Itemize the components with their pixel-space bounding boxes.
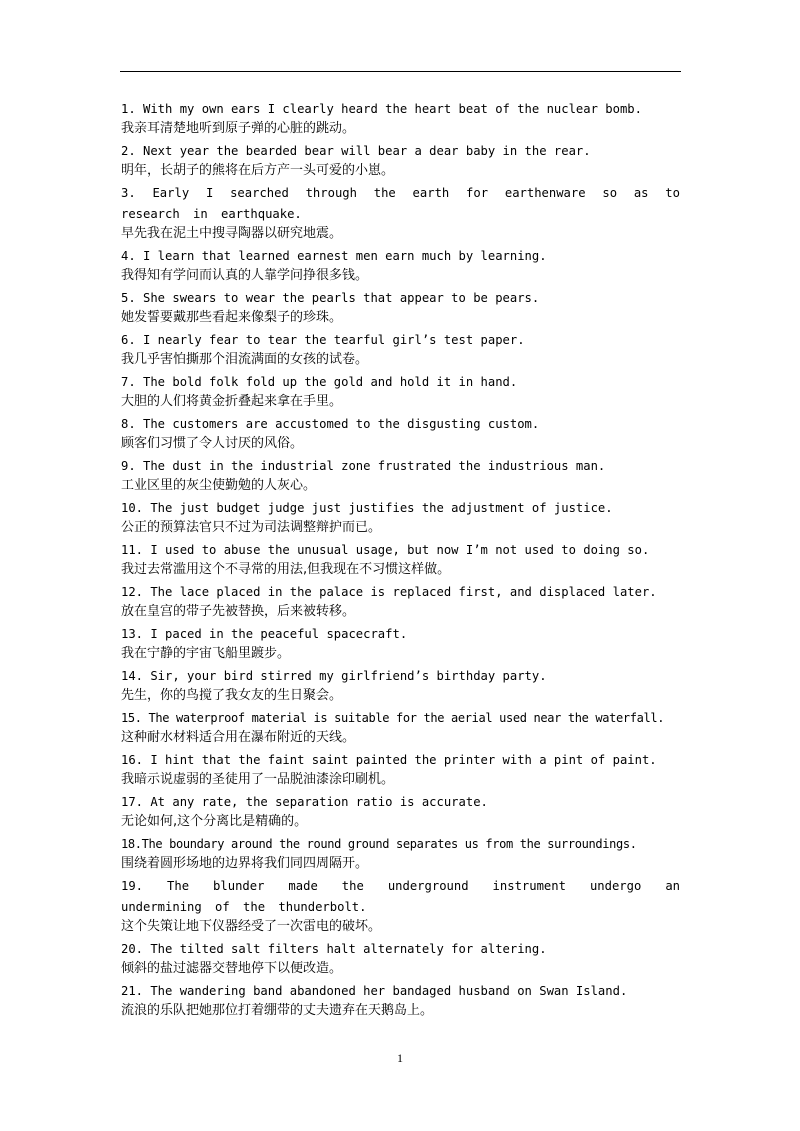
english-sentence: 16. I hint that the faint saint painted the printer with a pint of paint.	[121, 753, 657, 767]
list-item	[121, 141, 680, 180]
english-sentence: 1. With my own ears I clearly heard the heart beat of the nuclear bomb.	[121, 102, 642, 116]
chinese-translation: 放在皇宫的带子先被替换，后来被转移。	[121, 604, 356, 619]
chinese-translation: 工业区里的灰尘使勤勉的人灰心。	[121, 478, 317, 493]
chinese-translation: 围绕着圆形场地的边界将我们同四周隔开。	[121, 856, 369, 871]
english-sentence: 9. The dust in the industrial zone frustrated the industrious man.	[121, 459, 606, 473]
list-item	[121, 981, 680, 1020]
chinese-translation: 我亲耳清楚地听到原子弹的心脏的跳动。	[121, 121, 356, 136]
english-sentence: 14. Sir, your bird stirred my girlfriend’s birthday party.	[121, 669, 547, 683]
list-item	[121, 372, 680, 411]
chinese-translation: 这个失策让地下仪器经受了一次雷电的破坏。	[121, 919, 382, 934]
english-sentence: 4. I learn that learned earnest men earn much by learning.	[121, 249, 547, 263]
english-sentence: 12. The lace placed in the palace is replaced first, and displaced later.	[121, 585, 657, 599]
english-sentence: 5. She swears to wear the pearls that appear to be pears.	[121, 291, 540, 305]
list-item	[121, 99, 680, 138]
list-item	[121, 876, 680, 936]
list-item	[121, 456, 680, 495]
chinese-translation: 她发誓要戴那些看起来像梨子的珍珠。	[121, 310, 343, 325]
list-item	[121, 246, 680, 285]
list-item	[121, 498, 680, 537]
chinese-translation: 我在宁静的宇宙飞船里踱步。	[121, 646, 291, 661]
list-item	[121, 582, 680, 621]
list-item	[121, 624, 680, 663]
chinese-translation: 无论如何,这个分离比是精确的。	[121, 814, 308, 829]
chinese-translation: 早先我在泥土中搜寻陶器以研究地震。	[121, 226, 343, 241]
english-sentence: 15. The waterproof material is suitable for the aerial used near the waterfall.	[121, 711, 665, 725]
chinese-translation: 我过去常滥用这个不寻常的用法,但我现在不习惯这样做。	[121, 562, 451, 577]
chinese-translation: 顾客们习惯了令人讨厌的风俗。	[121, 436, 304, 451]
list-item	[121, 792, 680, 831]
english-sentence: 17. At any rate, the separation ratio is accurate.	[121, 795, 488, 809]
english-sentence: 3. Early I searched through the earth for earthenware so as to research in earthquake.	[121, 186, 680, 221]
chinese-translation: 流浪的乐队把她那位打着绷带的丈夫遗弃在天鹅岛上。	[121, 1003, 434, 1018]
page-number: 1	[397, 1051, 403, 1065]
chinese-translation: 倾斜的盐过滤器交替地停下以便改造。	[121, 961, 343, 976]
list-item	[121, 666, 680, 705]
english-sentence: 6. I nearly fear to tear the tearful girl’s test paper.	[121, 333, 525, 347]
english-sentence: 2. Next year the bearded bear will bear a dear baby in the rear.	[121, 144, 591, 158]
list-item	[121, 708, 680, 747]
list-item	[121, 834, 680, 873]
sentence-list	[121, 99, 680, 1023]
english-sentence: 20. The tilted salt filters halt alternately for altering.	[121, 942, 547, 956]
english-sentence: 10. The just budget judge just justifies the adjustment of justice.	[121, 501, 613, 515]
chinese-translation: 我暗示说虚弱的圣徒用了一品脱油漆涂印刷机。	[121, 772, 395, 787]
chinese-translation: 先生，你的鸟搅了我女友的生日聚会。	[121, 688, 343, 703]
english-sentence: 18.The boundary around the round ground separates us from the surroundings.	[121, 837, 637, 851]
english-sentence: 21. The wandering band abandoned her bandaged husband on Swan Island.	[121, 984, 628, 998]
chinese-translation: 大胆的人们将黄金折叠起来拿在手里。	[121, 394, 343, 409]
list-item	[121, 414, 680, 453]
chinese-translation: 明年，长胡子的熊将在后方产一头可爱的小崽。	[121, 163, 395, 178]
chinese-translation: 我得知有学问而认真的人靠学问挣很多钱。	[121, 268, 369, 283]
list-item	[121, 540, 680, 579]
english-sentence: 11. I used to abuse the unusual usage, but now I’m not used to doing so.	[121, 543, 650, 557]
english-sentence: 8. The customers are accustomed to the disgusting custom.	[121, 417, 540, 431]
chinese-translation: 这种耐水材料适合用在瀑布附近的天线。	[121, 730, 356, 745]
header-rule	[120, 71, 681, 72]
english-sentence: 19. The blunder made the underground instrument undergo an undermining of the thunderbolt.	[121, 879, 680, 914]
chinese-translation: 公正的预算法官只不过为司法调整辩护而已。	[121, 520, 382, 535]
list-item	[121, 939, 680, 978]
list-item	[121, 750, 680, 789]
list-item	[121, 330, 680, 369]
english-sentence: 7. The bold folk fold up the gold and hold it in hand.	[121, 375, 518, 389]
chinese-translation: 我几乎害怕撕那个泪流满面的女孩的试卷。	[121, 352, 369, 367]
list-item	[121, 288, 680, 327]
list-item	[121, 183, 680, 243]
english-sentence: 13. I paced in the peaceful spacecraft.	[121, 627, 408, 641]
